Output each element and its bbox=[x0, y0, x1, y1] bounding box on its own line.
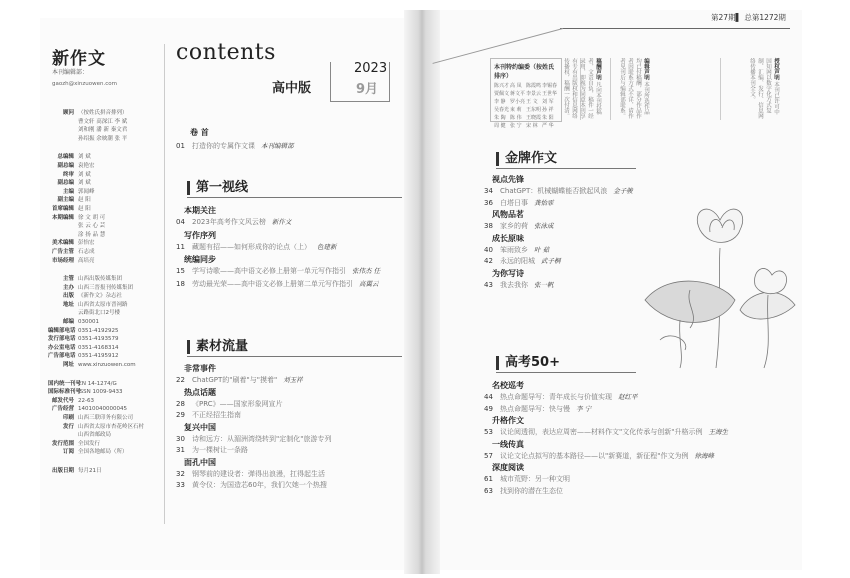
masthead-key bbox=[48, 222, 78, 231]
masthead-row bbox=[48, 135, 163, 144]
masthead-value: 张 云 心 芸 bbox=[78, 223, 106, 230]
toc-entry[interactable] bbox=[176, 279, 379, 289]
masthead-row bbox=[48, 448, 163, 457]
toc-page-number: 40 bbox=[484, 245, 493, 254]
toc-page-number: 01 bbox=[176, 142, 185, 150]
magazine-logo: 新作文 bbox=[52, 49, 106, 69]
toc-entry-title: 永远的阳城 bbox=[500, 257, 535, 265]
toc-entry-title: 诗和远方：从湄洲湾绕转到"定制化"旅游专列 bbox=[192, 434, 332, 443]
masthead-key: 本期编辑 bbox=[51, 214, 74, 221]
toc-subsection-label: 统编同步 bbox=[184, 255, 216, 264]
committee-names bbox=[494, 82, 558, 130]
toc-entry[interactable] bbox=[484, 280, 554, 290]
masthead-row bbox=[48, 380, 163, 389]
masthead-value: 全国发行 bbox=[78, 440, 101, 447]
toc-entry-title: 家乡的荷 bbox=[500, 222, 528, 230]
toc-entry[interactable] bbox=[176, 445, 248, 455]
notice-box-3 bbox=[610, 58, 650, 120]
committee-member: 周 健 bbox=[494, 123, 506, 129]
masthead-row bbox=[48, 257, 163, 266]
toc-entry-title: 不正经招生指南 bbox=[192, 411, 241, 419]
masthead-value: 030001 bbox=[78, 319, 99, 326]
masthead-value: 彭怡宏 bbox=[78, 240, 95, 247]
committee-member: 陈兴才 bbox=[494, 83, 510, 89]
committee-member: 王世华 bbox=[542, 91, 558, 97]
toc-entry-author: 叶 茹 bbox=[534, 245, 550, 254]
masthead-key bbox=[48, 457, 78, 467]
masthead-value: 赵 阳 bbox=[78, 197, 91, 204]
committee-member: 罗小亮 bbox=[510, 99, 526, 105]
masthead-row bbox=[48, 335, 163, 344]
toc-entry-author: 本刊编辑部 bbox=[261, 142, 294, 150]
toc-entry[interactable] bbox=[176, 375, 303, 385]
toc-subsection-label: 面孔中国 bbox=[184, 457, 216, 467]
masthead-key bbox=[48, 309, 78, 318]
masthead-row bbox=[48, 248, 163, 257]
editorial-committee-box bbox=[490, 58, 562, 129]
masthead-row bbox=[48, 405, 163, 414]
masthead-value: www.xinzuowen.com bbox=[78, 362, 136, 369]
masthead-value: 山西省太原市杏花岭区石村 bbox=[78, 423, 145, 430]
masthead-key: 国内统一刊号 bbox=[48, 380, 82, 387]
masthead-row bbox=[48, 440, 163, 449]
toc-subsection-label: 非常事件 bbox=[184, 364, 216, 373]
toc-subsection-label: 复兴中国 bbox=[184, 422, 216, 432]
toc-entry[interactable] bbox=[484, 245, 549, 255]
masthead-key: 美术编辑 bbox=[51, 240, 74, 247]
notice-title: 授权声明 bbox=[773, 58, 779, 80]
notice-title: 稿酬声明 bbox=[595, 58, 601, 80]
toc-page-number: 18 bbox=[176, 279, 185, 288]
issue-period: 第27期 bbox=[711, 13, 736, 22]
masthead-key: 市场经理 bbox=[51, 257, 74, 264]
toc-entry-author: 色建新 bbox=[317, 242, 337, 251]
committee-member: 王 文 bbox=[526, 99, 538, 105]
toc-entry[interactable] bbox=[176, 480, 327, 490]
toc-entry-title: 学写诗歌——高中语文必修上册第一单元写作指引 bbox=[192, 267, 346, 275]
committee-member: 朱 陶 bbox=[494, 115, 506, 121]
masthead-row bbox=[48, 239, 163, 248]
masthead-row bbox=[48, 126, 163, 135]
masthead-row bbox=[48, 214, 163, 223]
masthead-row bbox=[48, 318, 163, 327]
issue-year: 2023 bbox=[354, 61, 388, 76]
notice-box-1 bbox=[563, 58, 602, 120]
masthead-key: 出版日期 bbox=[51, 467, 74, 474]
masthead-key: 广告主管 bbox=[51, 248, 74, 255]
masthead-value: 22-63 bbox=[78, 397, 94, 404]
masthead-value: 刘 斌 bbox=[78, 180, 91, 187]
masthead-key: 副主编 bbox=[57, 197, 74, 204]
committee-member: 朱 阳 bbox=[542, 115, 554, 121]
committee-member: 王晓霞 bbox=[526, 115, 542, 121]
masthead-row bbox=[48, 275, 163, 284]
masthead-key: 副总编 bbox=[57, 162, 74, 169]
section-title-s3: 金牌作文 bbox=[496, 152, 557, 166]
toc-subsection-label: 热点话题 bbox=[184, 387, 216, 397]
toc-page-number: 04 bbox=[176, 218, 185, 226]
masthead-value: 山西省邮政局 bbox=[78, 432, 112, 439]
masthead-key: 广告部电话 bbox=[48, 353, 76, 360]
toc-entry[interactable] bbox=[484, 486, 563, 496]
masthead-row bbox=[48, 292, 163, 301]
toc-entry-title: 找到你的潜在生态位 bbox=[500, 486, 563, 495]
masthead-key bbox=[48, 118, 78, 127]
masthead-row bbox=[48, 309, 163, 318]
masthead-value: 山西省太原市晋祠路 bbox=[78, 301, 128, 308]
toc-page-number: 11 bbox=[176, 242, 185, 251]
committee-member: 蒋文平 bbox=[510, 91, 526, 97]
toc-entry-author: 赵红平 bbox=[618, 393, 638, 401]
masthead-value: 0351-4193579 bbox=[78, 336, 119, 343]
masthead-value: 每月21日 bbox=[78, 467, 102, 474]
masthead-value: （按姓氏拼音排列） bbox=[78, 110, 128, 116]
committee-member: 陈 伟 bbox=[510, 115, 522, 121]
toc-entry[interactable] bbox=[176, 434, 331, 444]
toc-entry[interactable] bbox=[176, 217, 291, 227]
committee-member: 陈霞鸣 bbox=[526, 83, 542, 89]
toc-entry-author: 李 宁 bbox=[576, 404, 592, 413]
committee-member: 王东明 bbox=[526, 107, 542, 113]
toc-entry[interactable] bbox=[176, 399, 283, 409]
masthead-row bbox=[48, 109, 163, 118]
committee-member: 李 静 bbox=[494, 99, 506, 105]
toc-entry[interactable] bbox=[484, 392, 638, 402]
toc-entry-title: 议论阅透彻，表达应周密——材料作文"文化传承与创新"升格示例 bbox=[500, 428, 703, 436]
juanshou-label: 卷 首 bbox=[190, 128, 209, 137]
toc-entry-title: ChatGPT的"刷着"与"摸着" bbox=[192, 376, 278, 384]
masthead-row bbox=[48, 327, 163, 336]
page-gutter bbox=[404, 10, 440, 574]
masthead-key: 订阅 bbox=[62, 449, 74, 456]
masthead-key: 发行范围 bbox=[51, 440, 74, 447]
masthead-row bbox=[48, 196, 163, 205]
masthead-divider bbox=[164, 44, 165, 524]
toc-entry[interactable] bbox=[176, 141, 294, 151]
masthead-row bbox=[48, 205, 163, 214]
toc-subsection-label: 成长原味 bbox=[492, 233, 524, 243]
toc-entry[interactable] bbox=[176, 410, 241, 420]
toc-entry-title: 白塔日事 bbox=[500, 198, 528, 207]
toc-entry-title: 黄令仪：为国造芯60年，我们欠她一个热搜 bbox=[192, 481, 327, 489]
masthead-url: gaozh@xinzuowen.com bbox=[52, 81, 117, 87]
notice-text: 本刊所选作品均已付稿酬，部分作品作者因联系方式不详，请作者见刊后与编辑部联系。 bbox=[619, 58, 649, 119]
masthead-key: 主办 bbox=[62, 284, 74, 291]
masthead-value: CN 14-1274/G bbox=[78, 380, 117, 387]
committee-member: 张 宁 bbox=[510, 123, 522, 129]
section-title-s1: 第一视线 bbox=[187, 181, 248, 195]
toc-page-number: 42 bbox=[484, 257, 493, 265]
toc-page-number: 44 bbox=[484, 393, 493, 401]
masthead-credits bbox=[48, 109, 163, 476]
section-rule bbox=[496, 372, 636, 373]
masthead-value: 刘和刚 潘 新 秦文君 bbox=[78, 127, 128, 134]
toc-page-number: 34 bbox=[484, 187, 493, 195]
masthead-value: ISSN 1009-9433 bbox=[78, 389, 123, 396]
masthead-row bbox=[48, 361, 163, 370]
notice-text: 凡向本刊投稿者，文责自负，稿件一经录用，即视为同意本刊享有专有出版权和信息网络传播权，稿酬一次付清。 bbox=[563, 58, 601, 119]
masthead-key bbox=[48, 431, 78, 440]
toc-page-number: 28 bbox=[176, 399, 185, 408]
masthead-key: 总编辑 bbox=[57, 154, 74, 161]
toc-page-number: 38 bbox=[484, 222, 493, 230]
masthead-value: 袁艳宏 bbox=[78, 162, 95, 169]
committee-member: 束 莉 bbox=[510, 107, 522, 113]
toc-entry[interactable] bbox=[484, 474, 570, 484]
toc-entry-author: 金子骏 bbox=[613, 187, 633, 195]
committee-member: 刘 军 bbox=[542, 99, 554, 105]
masthead-row bbox=[48, 162, 163, 171]
toc-page-number: 61 bbox=[484, 475, 493, 483]
notice-text: 本刊已许可中国知网以数字化方式复制、汇编、发行、信息网络传播本刊全文。 bbox=[749, 58, 779, 119]
masthead-key: 地址 bbox=[62, 301, 74, 308]
issue-month: 9月 bbox=[356, 82, 379, 97]
toc-entry-author: 张一帆 bbox=[534, 280, 554, 289]
committee-member: 宋 林 bbox=[526, 123, 538, 129]
toc-entry[interactable] bbox=[484, 198, 554, 208]
masthead-key: 邮编 bbox=[62, 319, 74, 326]
masthead-value: 0351-4192925 bbox=[78, 327, 119, 334]
masthead-value: 孙绍振 余映潮 张 平 bbox=[78, 135, 128, 142]
masthead-value: 云路街北口2号楼 bbox=[78, 310, 120, 317]
masthead-value: 徐 文 胡 可 bbox=[78, 214, 106, 221]
toc-entry-author: 张泳成 bbox=[534, 222, 554, 230]
masthead-key: 发行 bbox=[62, 423, 74, 430]
toc-entry-title: 2023年高考作文风云榜 bbox=[192, 218, 266, 226]
toc-page-number: 49 bbox=[484, 404, 493, 413]
section-title-s4: 高考50+ bbox=[496, 356, 560, 370]
section-rule bbox=[187, 356, 402, 357]
toc-page-number: 57 bbox=[484, 451, 493, 460]
toc-entry-author: 高翼云 bbox=[359, 279, 379, 288]
toc-entry-author: 新作文 bbox=[271, 218, 292, 226]
masthead-row bbox=[48, 188, 163, 197]
masthead-key: 印刷 bbox=[62, 415, 74, 421]
toc-subsection-label: 名校巡考 bbox=[492, 381, 524, 390]
toc-subsection-label: 为你写诗 bbox=[492, 268, 524, 278]
masthead-value: 0351-4168314 bbox=[78, 344, 119, 351]
masthead-key: 编辑部电话 bbox=[48, 327, 76, 334]
masthead-key bbox=[48, 143, 78, 153]
toc-entry[interactable] bbox=[484, 221, 554, 231]
masthead-row bbox=[48, 457, 163, 467]
toc-entry-author: 武子桐 bbox=[541, 257, 561, 265]
masthead-row bbox=[48, 397, 163, 406]
masthead-row bbox=[48, 344, 163, 353]
masthead-value: 涂 扬 品 慧 bbox=[78, 231, 106, 238]
toc-page-number: 63 bbox=[484, 486, 493, 495]
toc-entry[interactable] bbox=[176, 242, 337, 252]
toc-entry[interactable] bbox=[176, 469, 325, 479]
masthead-value: 山西三联印务有限公司 bbox=[78, 415, 134, 421]
masthead-value: 刘 斌 bbox=[78, 171, 91, 178]
toc-entry-title: 议论文论点拟写的基本路径——以"新赛道，新征程"作文为例 bbox=[500, 451, 689, 460]
toc-entry[interactable] bbox=[484, 256, 561, 266]
toc-page-number: 53 bbox=[484, 428, 493, 436]
toc-entry-title: 热点命题导写：青年成长与价值实现 bbox=[500, 393, 612, 401]
masthead-row bbox=[48, 153, 163, 162]
toc-entry-title: 热点命题导写：快与慢 bbox=[500, 404, 570, 413]
toc-page-number: 22 bbox=[176, 376, 185, 384]
masthead-value: 《新作文》杂志社 bbox=[78, 293, 123, 300]
masthead-value: 赵 阳 bbox=[78, 205, 91, 212]
masthead-row bbox=[48, 171, 163, 180]
committee-member: 李锡春 bbox=[542, 83, 558, 89]
masthead-value: 高培亮 bbox=[78, 257, 95, 264]
toc-entry-title: 《PRC》——国家形象网宣片 bbox=[192, 399, 283, 408]
masthead-key: 主编 bbox=[62, 188, 74, 195]
toc-page-number: 30 bbox=[176, 434, 185, 443]
masthead-key: 网址 bbox=[62, 362, 74, 369]
toc-entry-author: 王海生 bbox=[708, 428, 728, 436]
toc-subsection-label: 风物品茗 bbox=[492, 210, 524, 219]
toc-entry-author: 刘玉祥 bbox=[283, 376, 303, 384]
masthead-value: 全国各地邮局（所） bbox=[78, 449, 128, 456]
toc-entry-title: 城市荒野：另一种文明 bbox=[500, 475, 570, 483]
masthead-value: 山西三晋报刊传媒集团 bbox=[78, 284, 134, 291]
toc-entry-title: 笨雨致乡 bbox=[500, 245, 528, 254]
toc-page-number: 15 bbox=[176, 267, 185, 275]
toc-page-number: 29 bbox=[176, 411, 185, 419]
toc-page-number: 31 bbox=[176, 446, 185, 454]
toc-entry-author: 龚怡霏 bbox=[534, 198, 554, 207]
toc-entry-title: 我去我你 bbox=[500, 280, 528, 289]
section-rule bbox=[187, 197, 402, 198]
committee-member: 孙 祥 bbox=[542, 107, 554, 113]
masthead-row bbox=[48, 222, 163, 231]
toc-subsection-label: 视点先锋 bbox=[492, 175, 524, 184]
toc-entry[interactable] bbox=[484, 404, 591, 414]
masthead-value: 郭闻峰 bbox=[78, 188, 95, 195]
toc-entry-title: 劳动最光荣——高中语文必修上册第二单元写作指引 bbox=[192, 279, 353, 288]
committee-member: 吴春光 bbox=[494, 107, 510, 113]
toc-subsection-label: 本期关注 bbox=[184, 206, 216, 215]
notice-title: 编辑声明 bbox=[643, 58, 649, 80]
toc-entry-author: 徐海峰 bbox=[694, 451, 714, 460]
toc-entry[interactable] bbox=[484, 186, 633, 196]
masthead-row bbox=[48, 352, 163, 361]
masthead-key bbox=[48, 126, 78, 135]
masthead-key: 副总编 bbox=[57, 180, 74, 187]
section-rule bbox=[496, 168, 636, 169]
issue-number: 第27期▌ 总第1272期 bbox=[711, 13, 786, 22]
masthead-value: 曹文轩 高深江 李 斌 bbox=[78, 118, 128, 125]
toc-page-number: 36 bbox=[484, 198, 493, 207]
masthead-row bbox=[48, 431, 163, 440]
masthead-key bbox=[48, 265, 78, 275]
masthead-row bbox=[48, 143, 163, 153]
toc-page-number: 33 bbox=[176, 481, 185, 489]
toc-entry[interactable] bbox=[484, 451, 714, 461]
masthead-key: 办公室电话 bbox=[48, 344, 76, 351]
masthead-value: 0351-4195912 bbox=[78, 353, 119, 360]
masthead-key: 主管 bbox=[62, 276, 74, 283]
masthead-value: 刘 斌 bbox=[78, 154, 91, 161]
toc-subsection-label: 深度阅读 bbox=[492, 463, 524, 472]
toc-entry[interactable] bbox=[176, 266, 380, 276]
toc-entry-title: 打造你的专属作文课 bbox=[192, 142, 255, 150]
masthead-row bbox=[48, 388, 163, 397]
toc-subsection-label: 升格作文 bbox=[492, 416, 524, 425]
masthead-value: 14010040000045 bbox=[78, 406, 127, 413]
masthead-row bbox=[48, 231, 163, 240]
masthead-key: 国际标准刊号 bbox=[48, 389, 82, 396]
masthead-row bbox=[48, 179, 163, 188]
masthead-row bbox=[48, 118, 163, 127]
committee-member: 高 凤 bbox=[510, 83, 522, 89]
toc-entry-title: ChatGPT：机械蝴蝶能否掀起风浪 bbox=[500, 187, 608, 195]
issue-total: 总第1272期 bbox=[744, 13, 786, 22]
committee-member: 李景云 bbox=[526, 91, 542, 97]
toc-subsection-label: 写作序列 bbox=[184, 230, 216, 240]
contents-title: contents bbox=[176, 40, 276, 65]
section-title-s2: 素材流量 bbox=[187, 340, 248, 354]
masthead-subtitle: 本刊编辑部： bbox=[52, 69, 89, 76]
toc-entry[interactable] bbox=[484, 427, 728, 437]
masthead-key bbox=[48, 135, 78, 144]
masthead-value: 山西出版传媒集团 bbox=[78, 276, 123, 283]
lotus-illustration bbox=[640, 190, 800, 370]
masthead-row bbox=[48, 265, 163, 275]
toc-page-number: 32 bbox=[176, 469, 185, 478]
committee-member: 贾佩文 bbox=[494, 91, 510, 97]
masthead-key: 终审 bbox=[62, 171, 74, 178]
toc-page-number: 43 bbox=[484, 280, 493, 289]
masthead-value: 石志成 bbox=[78, 248, 95, 255]
masthead-key: 发行部电话 bbox=[48, 336, 76, 343]
masthead-row bbox=[48, 301, 163, 310]
masthead-key: 顾问 bbox=[62, 110, 74, 116]
masthead-key bbox=[48, 370, 78, 380]
edition-label: 高中版 bbox=[272, 81, 312, 96]
committee-title: 本刊特约编委（按姓氏排序） bbox=[494, 64, 555, 80]
masthead-row bbox=[48, 414, 163, 423]
toc-subsection-label: 一线传真 bbox=[492, 439, 524, 449]
header-rule bbox=[560, 28, 790, 29]
masthead-key: 广告经营 bbox=[51, 406, 74, 413]
toc-entry-title: 藏题有招——如何形成你的论点（上） bbox=[192, 242, 311, 251]
masthead-key: 出版 bbox=[62, 293, 74, 300]
masthead-row bbox=[48, 423, 163, 432]
toc-entry-title: 钢琴前的建设者：弹得出浪漫，扛得起生活 bbox=[192, 469, 325, 478]
toc-entry-title: 为一棵树让一条路 bbox=[192, 446, 248, 454]
masthead-key: 首席编辑 bbox=[51, 205, 74, 212]
masthead-key: 邮发代号 bbox=[51, 397, 74, 404]
toc-entry-author: 张伟杰 任 bbox=[352, 267, 381, 275]
masthead-key bbox=[48, 231, 78, 240]
masthead-row bbox=[48, 467, 163, 476]
masthead-row bbox=[48, 284, 163, 293]
committee-member: 严 华 bbox=[542, 123, 554, 129]
masthead-row bbox=[48, 370, 163, 380]
notice-box-2 bbox=[720, 58, 780, 120]
